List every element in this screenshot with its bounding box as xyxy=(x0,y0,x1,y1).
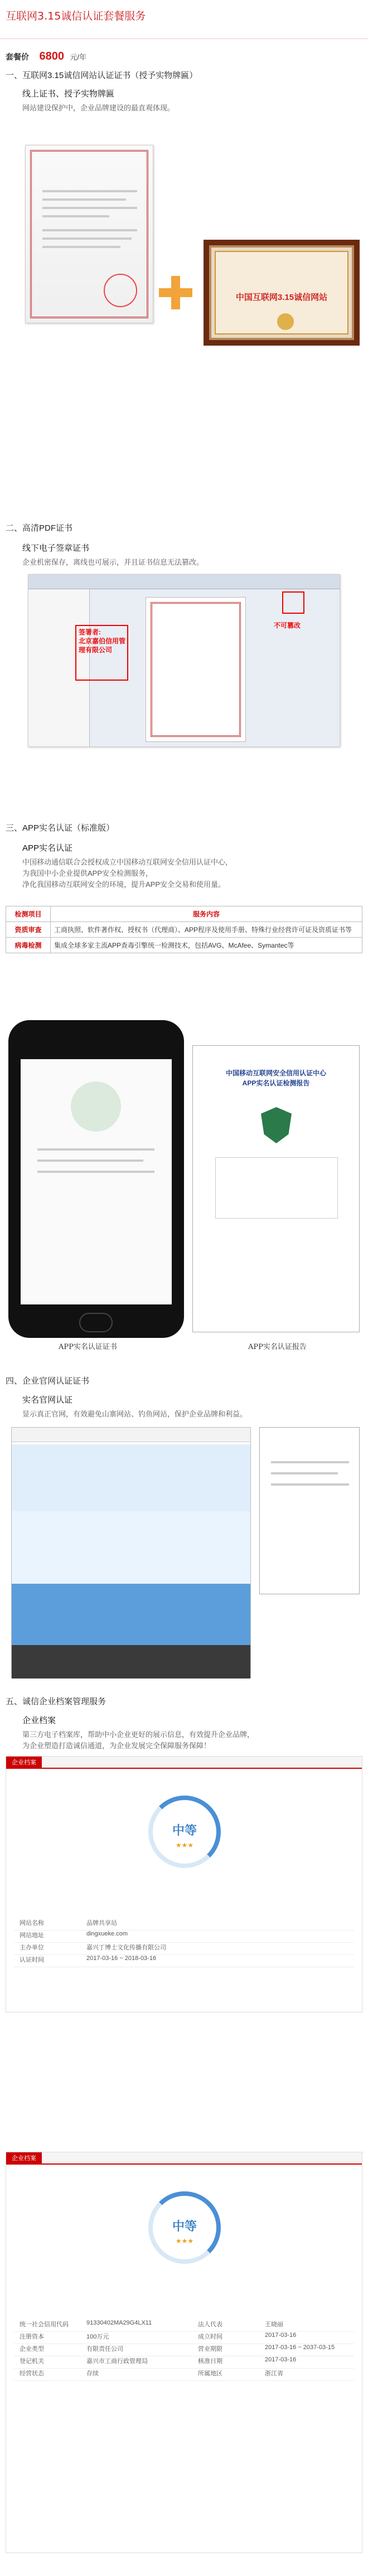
section3-sub xyxy=(0,842,233,890)
plaque-emblem-icon xyxy=(277,313,294,330)
section5-title: 五、诚信企业档案管理服务 xyxy=(6,1697,106,1706)
plus-icon xyxy=(159,276,192,309)
archive-screenshot-2 xyxy=(6,2152,362,2553)
home-button xyxy=(79,1313,113,1332)
section3-line: 为我国中小企业提供APP安全检测服务， xyxy=(22,869,153,877)
credit-grade: 中等 xyxy=(172,2219,197,2233)
online-certificate xyxy=(25,145,153,323)
section4-sub xyxy=(0,1394,247,1420)
table-header-row xyxy=(6,906,362,922)
shield-icon xyxy=(71,1081,121,1132)
credit-gauge xyxy=(148,1796,221,1868)
price-amount: 6800 xyxy=(39,50,64,62)
cert-line xyxy=(42,198,126,201)
table-row-value: 工商执照、软件著作权、授权书（代理商）、APP程序及使用手册、特殊行业经营许可证及资质证书等 xyxy=(51,922,362,938)
tamper-annotation: 不可篡改 xyxy=(274,622,301,629)
section3-sub-title: APP实名认证 xyxy=(22,843,73,853)
tamper-highlight xyxy=(282,591,304,614)
section1-sub xyxy=(0,88,368,114)
cert-line xyxy=(42,246,120,248)
cert-line xyxy=(42,215,109,217)
table-row-value: 集成全球多家主流APP查毒引擎统一检测技术，包括AVG、McAfee、Symantec等 xyxy=(51,938,362,953)
price-label: 套餐价 xyxy=(6,52,29,61)
table-row-label: 病毒检测 xyxy=(6,938,51,953)
plaque-inner xyxy=(215,251,348,334)
phone-mockup xyxy=(8,1020,184,1338)
cert-line xyxy=(42,207,137,209)
page-title: 互联网3.15诚信认证套餐服务 xyxy=(6,10,146,22)
website-certificate xyxy=(259,1427,360,1594)
table-row: 企业类型 有限责任公司 营业期限 2017-03-16 ~ 2037-03-15 xyxy=(14,2344,354,2356)
section1-desc: 网站建设保护中，企业品牌建设的最直观体现。 xyxy=(22,104,175,112)
credit-grade: 中等 xyxy=(172,1823,197,1837)
seal-icon xyxy=(104,274,137,307)
section4-desc: 显示真正官网，有效避免山寨网站、钓鱼网站，保护企业品牌和利益。 xyxy=(22,1410,248,1418)
credit-stars: ★★★ xyxy=(175,1841,194,1849)
section5-line: 第三方电子档案库，帮助中小企业更好的展示信息，有效提升企业品牌， xyxy=(22,1730,255,1739)
cert-line xyxy=(42,229,137,231)
cert-line xyxy=(42,190,137,192)
report-head1: 中国移动互联网安全信用认证中心 xyxy=(225,1069,326,1077)
table-row: 网站地址 dingxueke.com xyxy=(14,1930,354,1943)
price-line xyxy=(0,39,368,69)
section2-title: 二、高清PDF证书 xyxy=(6,523,73,533)
section4-title: 四、企业官网认证证书 xyxy=(6,1376,90,1386)
table-header-cell: 服务内容 xyxy=(51,906,362,922)
pdf-toolbar xyxy=(28,575,340,589)
phone-caption: APP实名认证证书 xyxy=(59,1343,117,1351)
archive-screenshot-1 xyxy=(6,1756,362,2012)
section3-line: 中国移动通信联合会授权成立中国移动互联网安全信用认证中心， xyxy=(22,858,233,866)
table-row: 注册资本 100万元 成立时间 2017-03-16 xyxy=(14,2332,354,2344)
report-document xyxy=(192,1045,360,1332)
table-row: 认证时间 2017-03-16 ~ 2018-03-16 xyxy=(14,1955,354,1967)
section5-sub-title: 企业档案 xyxy=(22,1716,56,1725)
table-header-cell: 检测项目 xyxy=(6,906,51,922)
phone-screen xyxy=(21,1059,172,1304)
report-table xyxy=(215,1157,338,1219)
section3-title: 三、APP实名认证（标准版） xyxy=(6,823,115,833)
table-row: 主办单位 嘉兴丁博士文化传播有限公司 xyxy=(14,1943,354,1955)
shield-icon xyxy=(261,1107,292,1143)
page-header xyxy=(0,0,368,39)
section5-sub xyxy=(0,1714,254,1752)
credit-stars: ★★★ xyxy=(175,2237,194,2245)
plaque-title: 中国互联网3.15诚信网站 xyxy=(235,293,328,302)
report-caption: APP实名认证报告 xyxy=(248,1343,307,1351)
section2-desc: 企业机密保存，离线也可展示，并且证书信息无法篡改。 xyxy=(22,558,204,566)
section4-sub-title: 实名官网认证 xyxy=(22,1395,73,1405)
report-head2: APP实名认证检测报告 xyxy=(242,1079,310,1087)
section3-line: 净化我国移动互联网安全的环境，提升APP安全交易和使用量。 xyxy=(22,880,226,889)
table-row-label: 资质审查 xyxy=(6,922,51,938)
section2-sub-title: 线下电子签章证书 xyxy=(22,544,90,553)
pdf-viewer-screenshot xyxy=(28,574,340,747)
plaque xyxy=(204,240,360,346)
tab-archive[interactable]: 企业档案 xyxy=(6,1757,42,1769)
section2-sub xyxy=(0,542,204,568)
website-screenshot xyxy=(11,1427,251,1678)
section5-line: 为企业塑造打造诚信通道，为企业发展完全保障服务保障！ xyxy=(22,1741,211,1750)
section1-sub-title: 线上证书、授予实物牌匾 xyxy=(22,89,115,99)
pdf-page xyxy=(146,597,246,742)
tab-archive[interactable]: 企业档案 xyxy=(6,2152,42,2165)
cert-line xyxy=(42,237,132,240)
table-row: 统一社会信用代码 91330402MA29G4LX11 法人代表 王晓丽 xyxy=(14,2320,354,2332)
price-unit: 元/年 xyxy=(70,53,87,61)
table-row xyxy=(6,938,362,953)
table-row: 登记机关 嘉兴市工商行政管理局 核准日期 2017-03-16 xyxy=(14,2356,354,2369)
signer-annotation: 签署者: 北京嘉伯信用管理有限公司 xyxy=(79,628,126,654)
section1-title: 一、互联网3.15诚信网站认证证书（授予实物牌匾） xyxy=(6,71,198,80)
credit-gauge xyxy=(148,2191,221,2264)
table-row: 网站名称 品牌共享站 xyxy=(14,1918,354,1930)
service-table xyxy=(6,906,362,953)
table-row: 经营状态 存续 所属地区 浙江省 xyxy=(14,2369,354,2381)
table-row xyxy=(6,922,362,938)
